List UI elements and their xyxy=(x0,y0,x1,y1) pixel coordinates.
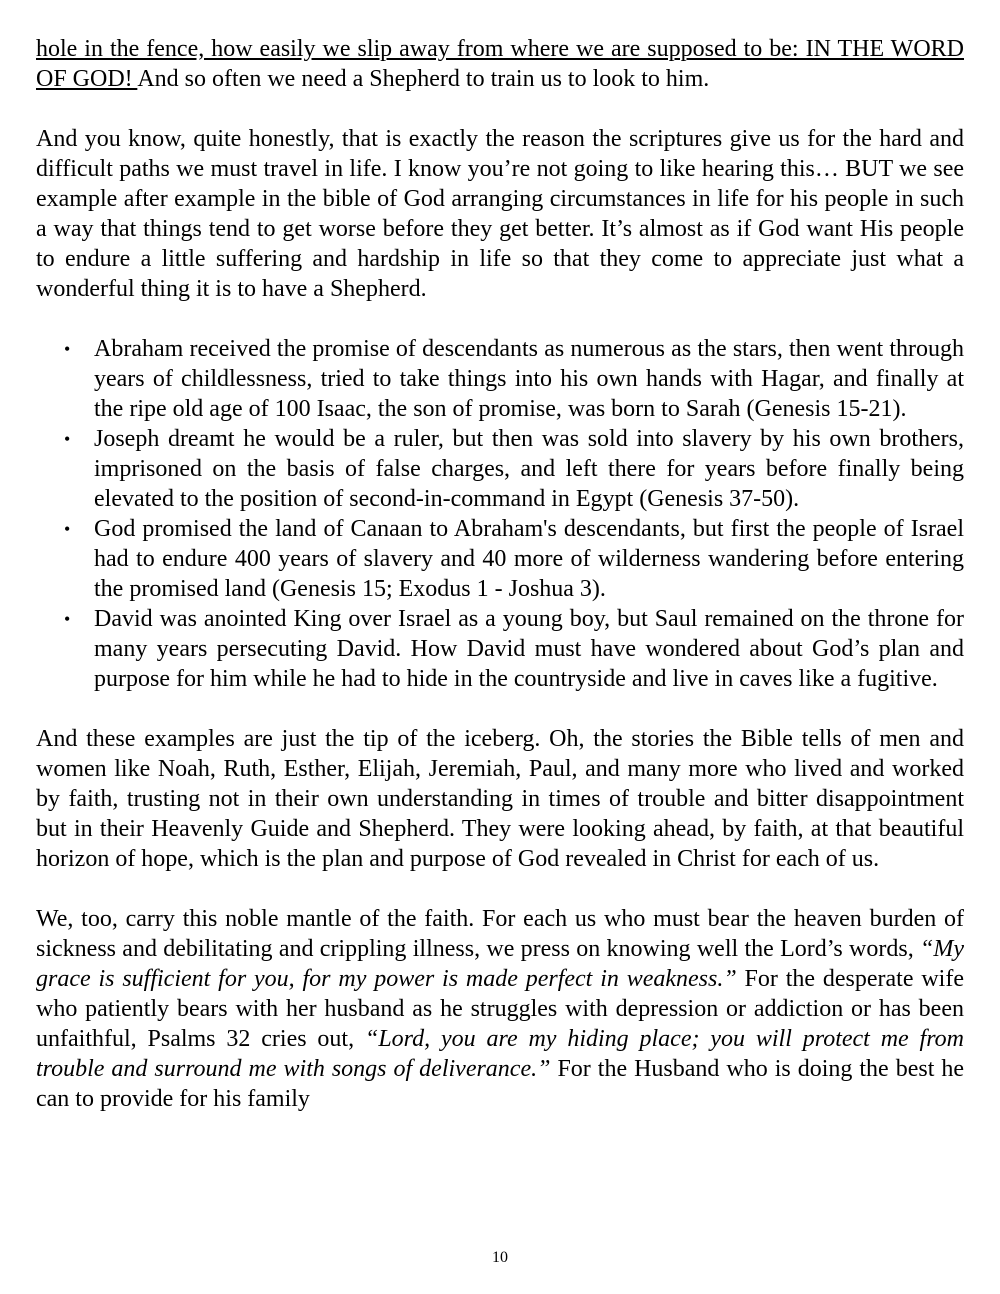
bullet-icon: • xyxy=(64,609,71,629)
bullet-icon: • xyxy=(64,429,71,449)
paragraph-scripture-reason: And you know, quite honestly, that is exactly the reason the scriptures give us for the hard and difficult paths we must travel in life. I know you’re not going to like hearing this… BUT we see example after example in the bible of God arranging circumstances in life for his people in such a way that things tend to get worse before they get better. It’s almost as if God want His people to endure a little suffering and hardship in life so that they come to appreciate just what a wonderful thing it is to have a Shepherd. xyxy=(36,126,964,302)
list-item-abraham: • Abraham received the promise of descendants as numerous as the stars, then went through years of childlessness, tried to take things into his own hands with Hagar, and finally at the ripe old age of 100 Isaac, the son of promise, was born to Sarah (Genesis 15-21). xyxy=(64,336,964,422)
underlined-text: hole in the fence, how easily we slip away from where we are supposed to be: IN THE WORD OF GOD! xyxy=(36,36,964,92)
paragraph-continued xyxy=(36,34,964,94)
paragraph-iceberg: And these examples are just the tip of the iceberg. Oh, the stories the Bible tells of men and women like Noah, Ruth, Esther, Elijah, Jeremiah, Paul, and many more who lived and worked by faith, trusting not in their own understanding in times of trouble and bitter disappointment but in their Heavenly Guide and Shepherd. They were looking ahead, by faith, at that beautiful horizon of hope, which is the plan and purpose of God revealed in Christ for each of us. xyxy=(36,726,964,872)
paragraph-text: And so often we need a Shepherd to train us to look to him. xyxy=(137,66,710,92)
quote-psalms: “Lord, you are my hiding place; you will protect me from trouble and surround me with songs of deliverance.” xyxy=(36,1026,964,1082)
bullet-icon: • xyxy=(64,339,71,359)
list-item-david: • David was anointed King over Israel as a young boy, but Saul remained on the throne for many years persecuting David. How David must have wondered about God’s plan and purpose for him while he had to hide in the countryside and live in caves like a fugitive. xyxy=(64,606,964,692)
bullet-icon: • xyxy=(64,519,71,539)
paragraph-noble-mantle: We, too, carry this noble mantle of the faith. For each us who must bear the heaven burden of sickness and debilitating and crippling illness, we press on knowing well the Lord’s words, “My grace is sufficient for you, for my power is made perfect in weakness.” For the desperate wife who patiently bears with her husband as he struggles with depression or addiction or has been unfaithful, Psalms 32 cries out, “Lord, you are my hiding place; you will protect me from trouble and surround me with songs of deliverance.” For the Husband who is doing the best he can to provide for his family xyxy=(36,906,965,1112)
page-number: 10 xyxy=(492,1249,508,1266)
page-body xyxy=(36,34,964,1114)
quote-grace: “My grace is sufficient for you, for my power is made perfect in weakness.” xyxy=(36,936,964,992)
list-item-canaan: • God promised the land of Canaan to Abraham's descendants, but first the people of Israel had to endure 400 years of slavery and 40 more of wilderness wandering before entering the promised land (Genesis 15; Exodus 1 - Joshua 3). xyxy=(64,516,964,602)
list-item-joseph: • Joseph dreamt he would be a ruler, but then was sold into slavery by his own brothers, imprisoned on the basis of false charges, and left there for years before finally being elevated to the position of second-in-command in Egypt (Genesis 37-50). xyxy=(64,426,964,512)
examples-list xyxy=(36,334,964,694)
